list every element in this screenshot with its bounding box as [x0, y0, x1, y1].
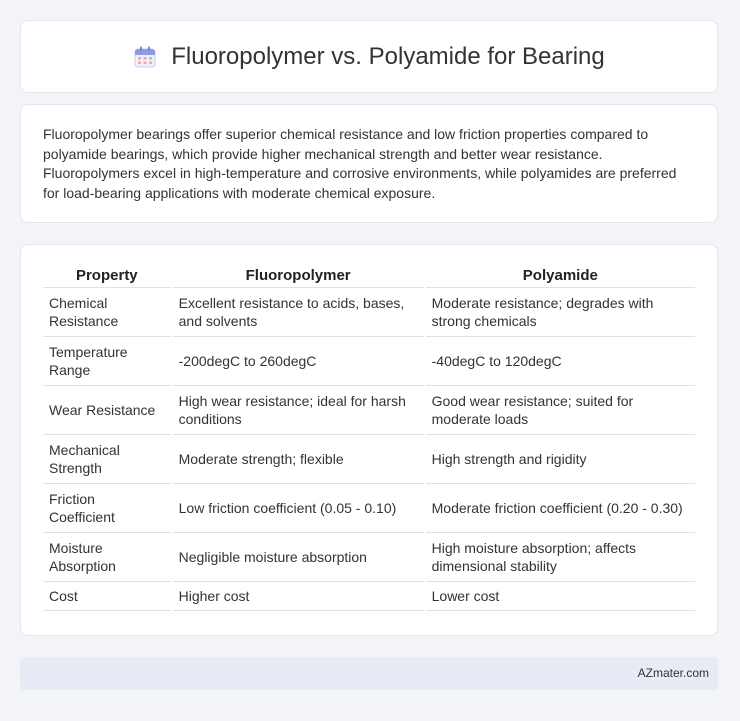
polyamide-cell: High moisture absorption; affects dimensional stability — [426, 533, 695, 582]
header-fluoropolymer: Fluoropolymer — [173, 265, 424, 288]
fluoropolymer-cell: Higher cost — [173, 582, 424, 611]
property-cell: Temperature Range — [43, 337, 171, 386]
table-row — [43, 288, 695, 337]
polyamide-cell: -40degC to 120degC — [426, 337, 695, 386]
title-card — [20, 20, 718, 93]
table-row — [43, 533, 695, 582]
table-row — [43, 435, 695, 484]
footer-brand: AZmater.com — [637, 666, 709, 680]
fluoropolymer-cell: Moderate strength; flexible — [173, 435, 424, 484]
calendar-icon — [133, 45, 157, 69]
fluoropolymer-cell: -200degC to 260degC — [173, 337, 424, 386]
polyamide-cell: Lower cost — [426, 582, 695, 611]
property-cell: Mechanical Strength — [43, 435, 171, 484]
polyamide-cell: High strength and rigidity — [426, 435, 695, 484]
polyamide-cell: Good wear resistance; suited for moderate loads — [426, 386, 695, 435]
page-title: Fluoropolymer vs. Polyamide for Bearing — [171, 42, 605, 70]
fluoropolymer-cell: Negligible moisture absorption — [173, 533, 424, 582]
intro-text: Fluoropolymer bearings offer superior chemical resistance and low friction properties compared to polyamide bearings, which provide higher mechanical strength and better wear resistance. Fluoropolymers excel in high-temperature and corrosive environments, while polyamides are preferred for load-bearing applications with moderate chemical exposure. — [43, 126, 677, 201]
property-cell: Wear Resistance — [43, 386, 171, 435]
polyamide-cell: Moderate friction coefficient (0.20 - 0.30) — [426, 484, 695, 533]
footer — [20, 657, 718, 690]
polyamide-cell: Moderate resistance; degrades with strong chemicals — [426, 288, 695, 337]
table-row — [43, 582, 695, 611]
fluoropolymer-cell: Low friction coefficient (0.05 - 0.10) — [173, 484, 424, 533]
comparison-card — [20, 244, 718, 636]
property-cell: Moisture Absorption — [43, 533, 171, 582]
header-property: Property — [43, 265, 171, 288]
table-header-row — [43, 265, 695, 288]
fluoropolymer-cell: High wear resistance; ideal for harsh conditions — [173, 386, 424, 435]
table-row — [43, 386, 695, 435]
property-cell: Friction Coefficient — [43, 484, 171, 533]
comparison-table — [41, 265, 697, 611]
property-cell: Cost — [43, 582, 171, 611]
table-row — [43, 484, 695, 533]
property-cell: Chemical Resistance — [43, 288, 171, 337]
table-row — [43, 337, 695, 386]
intro-card — [20, 104, 718, 223]
header-polyamide: Polyamide — [426, 265, 695, 288]
fluoropolymer-cell: Excellent resistance to acids, bases, and solvents — [173, 288, 424, 337]
